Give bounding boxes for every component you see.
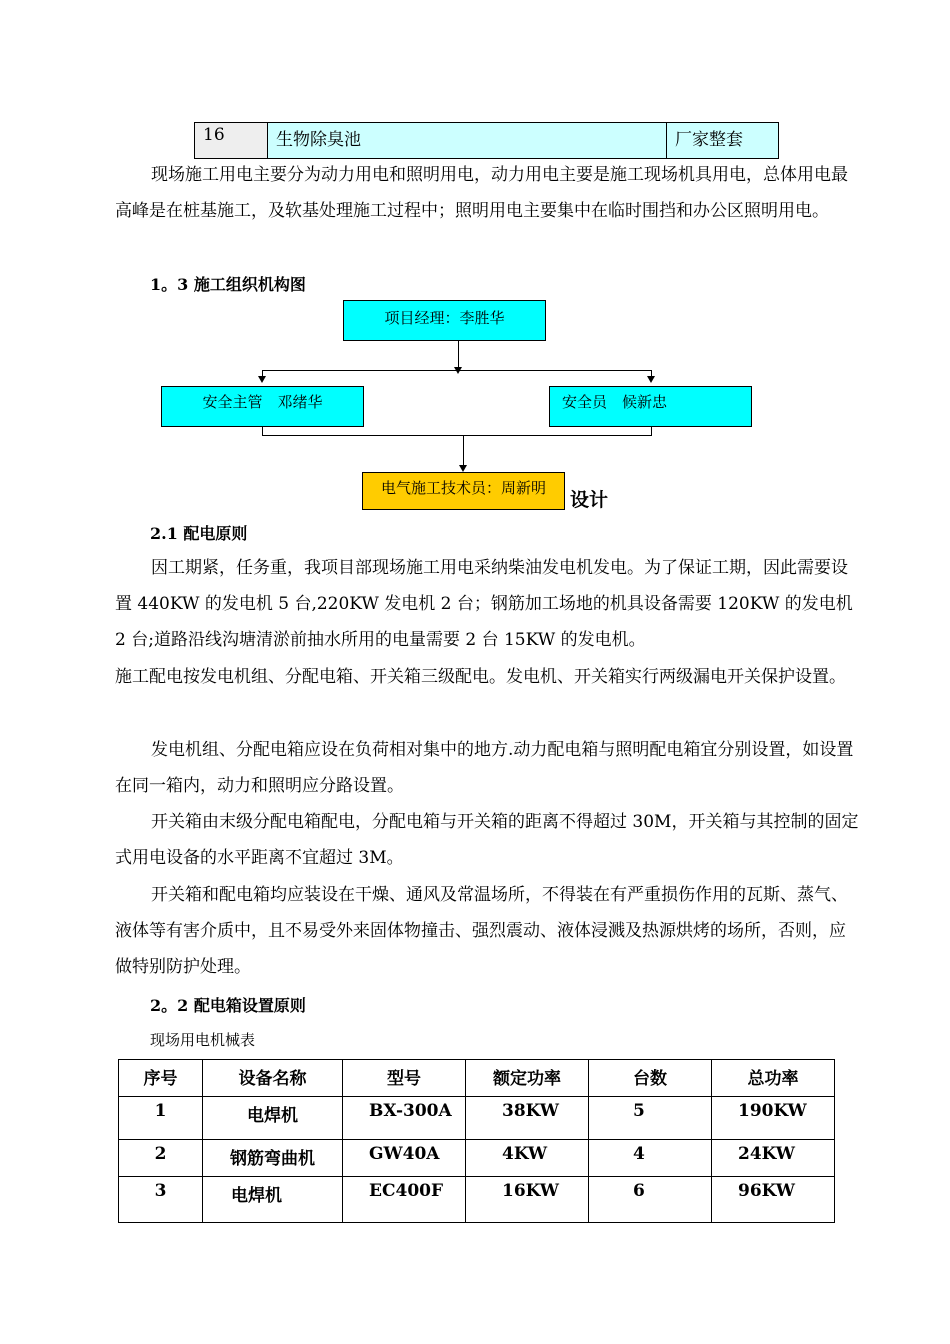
table-cell: 电焊机 [203,1097,343,1140]
table-cell: 4KW [466,1140,589,1177]
table-cell: 1 [119,1097,203,1140]
org-box-manager: 项目经理：李胜华 [343,300,546,341]
connector-line [262,370,652,371]
table-cell: 4 [589,1140,712,1177]
table-cell: GW40A [343,1140,466,1177]
distribution-levels-paragraph: 施工配电按发电机组、分配电箱、开关箱三级配电。发电机、开关箱实行两级漏电开关保护设置。 [115,667,846,687]
org-box-electrical-tech: 电气施工技术员：周新明 [362,472,565,510]
arrow-down-icon [258,376,266,383]
header-cell: 台数 [589,1060,712,1097]
table-cell: 3 [119,1177,203,1223]
connector-line [458,341,459,369]
table-header-row [119,1060,835,1097]
table-row [119,1177,835,1223]
table-row [119,1097,835,1140]
box-location-paragraph: 发电机组、分配电箱应设在负荷相对集中的地方.动力配电箱与照明配电箱宜分别设置，如设置在同一箱内，动力和照明应分路设置。 [115,740,854,796]
org-box-safety-lead: 安全主管 邓绪华 [161,386,364,427]
table-cell: 电焊机 [203,1177,343,1223]
arrow-down-icon [647,376,655,383]
table-cell: 5 [589,1097,712,1140]
table-cell: 6 [589,1177,712,1223]
table-cell: 24KW [712,1140,835,1177]
arrow-down-icon [459,465,467,472]
header-cell: 型号 [343,1060,466,1097]
equipment-table [118,1059,835,1223]
facility-note: 厂家整套 [667,123,779,159]
table-cell: 190KW [712,1097,835,1140]
table-cell: 38KW [466,1097,589,1140]
header-cell: 总功率 [712,1060,835,1097]
heading-org-chart: 1。3 施工组织机构图 [150,275,306,294]
connector-line [651,427,652,435]
power-usage-paragraph: 现场施工用电主要分为动力用电和照明用电，动力用电主要是施工现场机具用电，总体用电最高峰是在桩基施工，及软基处理施工过程中；照明用电主要集中在临时围挡和办公区照明用电。 [115,165,848,221]
environment-paragraph: 开关箱和配电箱均应装设在干燥、通风及常温场所，不得装在有严重损伤作用的瓦斯、蒸气、液体等有害介质中，且不易受外来固体物撞击、强烈震动、液体浸溅及热源烘烤的场所，否则，应做特别防护处理。 [115,885,848,977]
table-cell: 16KW [466,1177,589,1223]
org-box-safety-officer: 安全员 候新忠 [549,386,752,427]
table-cell: BX-300A [343,1097,466,1140]
table-caption: 现场用电机械表 [150,1031,256,1049]
table-cell: EC400F [343,1177,466,1223]
heading-box-setup-principles: 2。2 配电箱设置原则 [150,996,306,1015]
table-row [119,1140,835,1177]
header-cell: 序号 [119,1060,203,1097]
table-cell: 96KW [712,1177,835,1223]
header-cell: 设备名称 [203,1060,343,1097]
table-cell: 2 [119,1140,203,1177]
facility-table-row [194,122,779,159]
heading-distribution-principles: 2.1 配电原则 [150,524,248,543]
switch-box-paragraph: 开关箱由末级分配电箱配电，分配电箱与开关箱的距离不得超过 30M，开关箱与其控制的固定式用电设备的水平距离不宜超过 3M。 [115,812,859,868]
table-cell: 钢筋弯曲机 [203,1140,343,1177]
facility-name: 生物除臭池 [268,123,667,159]
connector-line [463,435,464,467]
header-cell: 额定功率 [466,1060,589,1097]
row-number: 16 [195,123,268,159]
connector-line [262,435,652,436]
connector-line [262,427,263,435]
generator-paragraph: 因工期紧，任务重，我项目部现场施工用电采纳柴油发电机发电。为了保证工期，因此需要设置 440KW 的发电机 5 台,220KW 发电机 2 台；钢筋加工场地的机具设备需要 120KW 的发电机 2 台;道路沿线沟塘清淤前抽水所用的电量需要 2 台 15KW 的发电机。 [115,558,853,650]
section-2-title-fragment: 设计 [570,489,609,511]
